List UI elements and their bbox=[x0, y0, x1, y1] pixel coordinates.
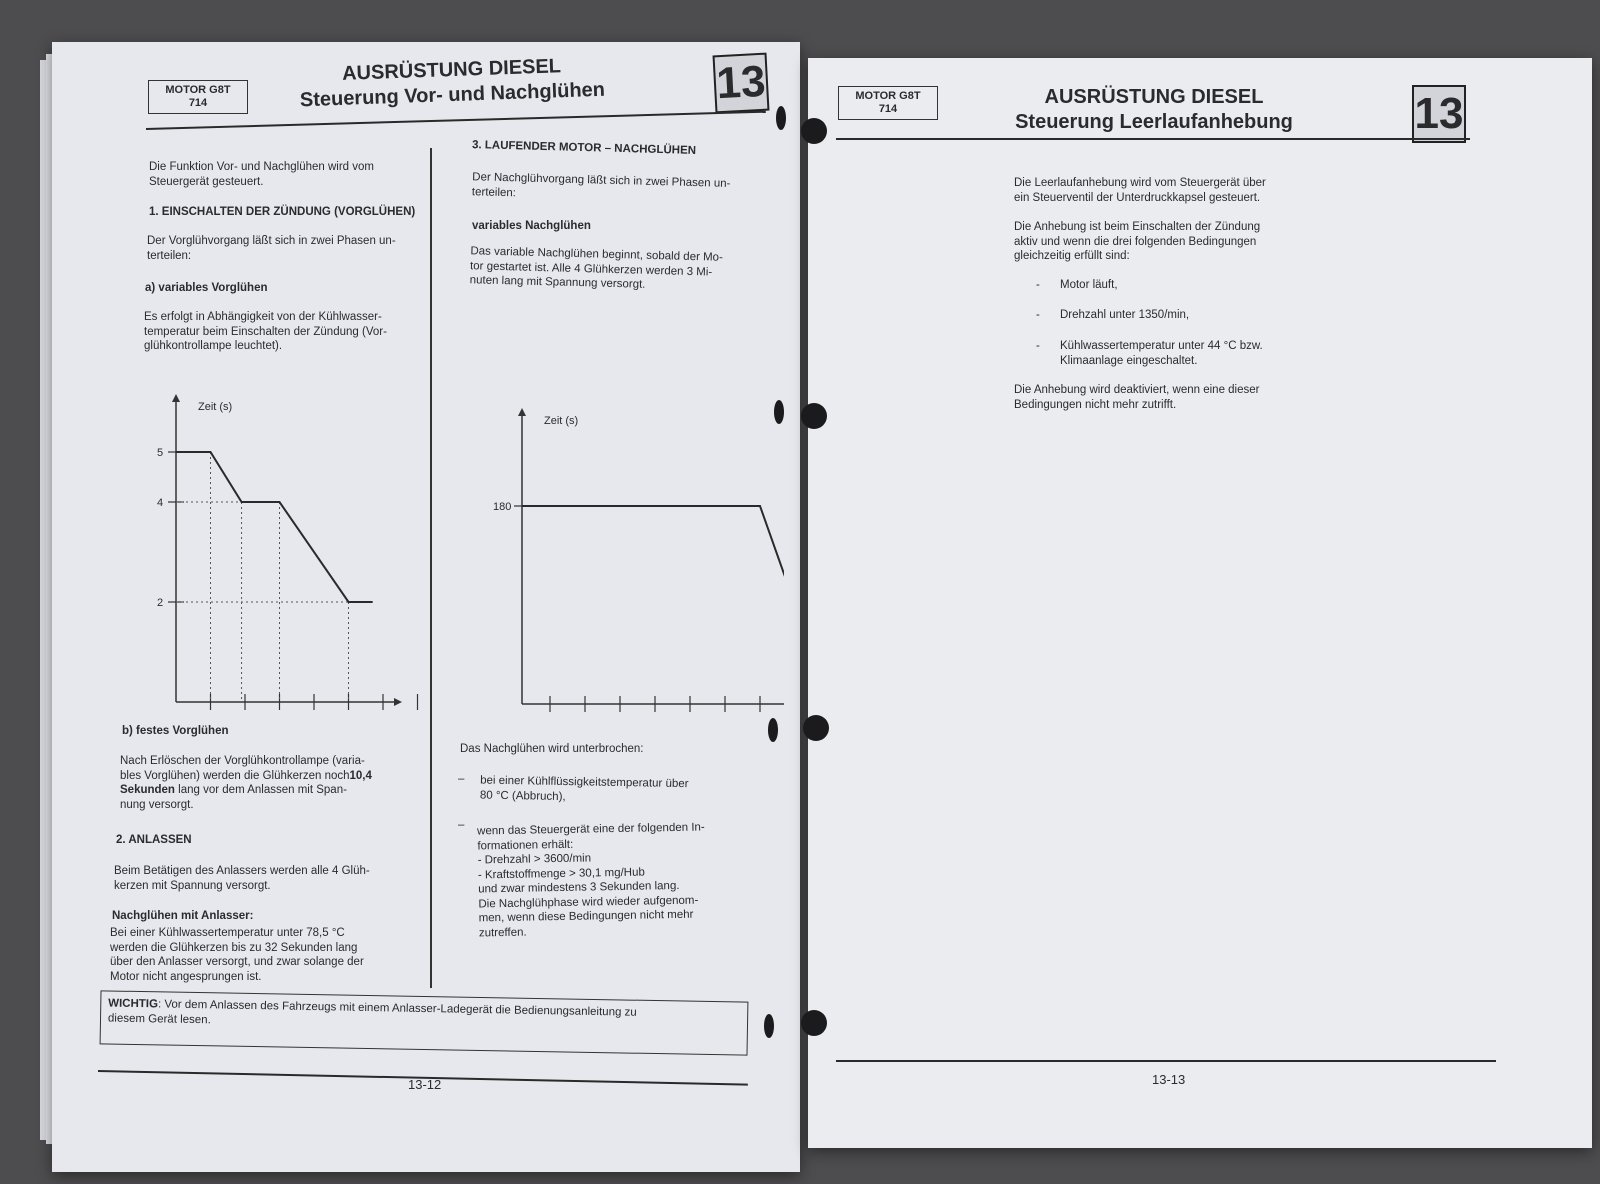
engine-code-box bbox=[838, 86, 938, 120]
binder-hole bbox=[801, 118, 827, 144]
page-number: 13-13 bbox=[1152, 1072, 1186, 1087]
title-line-1: AUSRÜSTUNG DIESEL bbox=[1044, 86, 1264, 108]
bullet-steuergeraet: wenn das Steuergerät eine der folgenden In- formationen erhält: - Drehzahl > 3600/min - Kraftstoffmenge > 30,1 mg/Hub und zwar mindestens 3 Sekunden lang. Die Nachglühphase wird wieder aufgenom- men, wenn diese Bedingungen nicht mehr zutreffen. bbox=[477, 821, 705, 939]
x-axis-label bbox=[750, 717, 784, 718]
title-line-2: Steuerung Leerlaufanhebung bbox=[1015, 111, 1293, 133]
y-axis-label: Zeit (s) bbox=[198, 401, 233, 413]
leerlauf-intro-text: Die Leerlaufanhebung wird vom Steuergerät über ein Steuerventil der Unterdruckkapsel gesteuert. bbox=[1014, 177, 1266, 204]
y-tick-label: 5 bbox=[157, 447, 164, 459]
binder-hole bbox=[801, 403, 827, 429]
condition-drehzahl: Drehzahl unter 1350/min, bbox=[1060, 309, 1190, 321]
bullet-dash-1: – bbox=[458, 773, 465, 785]
intro-text: Die Funktion Vor- und Nachglühen wird vom Steuergerät gesteuert. bbox=[149, 161, 375, 188]
condition-dash: - bbox=[1036, 309, 1040, 321]
page-number: 13-12 bbox=[408, 1077, 442, 1092]
y-tick-label: 180 bbox=[493, 501, 512, 513]
deaktiviert-text: Die Anhebung wird deaktiviert, wenn eine dieser Bedingungen nicht mehr zutrifft. bbox=[1014, 384, 1260, 411]
heading-festes-vorgluehen: b) festes Vorglühen bbox=[122, 725, 229, 737]
y-tick-label: 2 bbox=[157, 597, 164, 609]
binder-hole bbox=[803, 715, 829, 741]
x-tick-label bbox=[684, 717, 696, 718]
bullet-dash-2: – bbox=[458, 819, 465, 831]
engine-code-number: 714 bbox=[188, 97, 208, 109]
bullet-temperature: bei einer Kühlflüssigkeitstemperatur über 80 °C (Abbruch), bbox=[479, 774, 689, 803]
y-axis-arrow bbox=[518, 408, 526, 416]
header-rule bbox=[836, 138, 1470, 140]
series-line bbox=[522, 506, 784, 704]
binder-hole bbox=[801, 1010, 827, 1036]
nachgluehen-chart bbox=[444, 358, 784, 718]
heading-laufender-motor: 3. LAUFENDER MOTOR – NACHGLÜHEN bbox=[471, 139, 697, 157]
page-title bbox=[271, 52, 633, 115]
warning-label: WICHTIG bbox=[108, 997, 159, 1011]
binder-hole-notch bbox=[764, 1014, 774, 1038]
nachgluehen-anlasser-text: Bei einer Kühlwassertemperatur unter 78,5 °C werden die Glühkerzen bis zu 32 Sekunden lang über den Anlasser versorgt, und zwar solange der Motor nicht angesprungen ist. bbox=[110, 927, 364, 983]
x-tick-label bbox=[614, 717, 626, 718]
nachgluehen-phasen-text: Der Nachglühvorgang läßt sich in zwei Phasen un- terteilen: bbox=[471, 171, 731, 199]
binder-hole-notch bbox=[768, 718, 778, 742]
section-number: 13 bbox=[713, 53, 770, 114]
series-line bbox=[176, 452, 373, 602]
festes-text-1: Nach Erlöschen der Vorglühkontrollampe (varia- bles Vorglühen) werden die Glühkerzen noch bbox=[120, 755, 365, 782]
right-page bbox=[808, 58, 1592, 1148]
binder-hole-notch bbox=[774, 400, 784, 424]
variables-vorgluehen-text: Es erfolgt in Abhängigkeit von der Kühlwasser- temperatur beim Einschalten der Zündung (Vor- glühkontrollampe leuchtet). bbox=[144, 311, 387, 352]
page-title bbox=[984, 85, 1324, 135]
anhebung-text: Die Anhebung ist beim Einschalten der Zündung aktiv und wenn die drei folgenden Bedingungen gleichzeitig erfüllt sind: bbox=[1014, 221, 1261, 262]
section-number: 13 bbox=[1412, 85, 1466, 143]
condition-dash: - bbox=[1036, 279, 1040, 291]
variables-nachgluehen-text: Das variable Nachglühen beginnt, sobald der Mo- tor gestartet ist. Alle 4 Glühkerzen werden 3 Mi- nuten lang mit Spannung versorgt. bbox=[469, 245, 724, 291]
x-axis-arrow bbox=[394, 698, 402, 706]
engine-code-box bbox=[148, 80, 248, 114]
engine-code-number: 714 bbox=[878, 103, 898, 115]
condition-dash: - bbox=[1036, 340, 1040, 352]
y-axis-label: Zeit (s) bbox=[544, 415, 579, 427]
engine-code: MOTOR G8T bbox=[855, 90, 921, 102]
y-tick-label: 4 bbox=[157, 497, 164, 509]
festes-text-bold: 10,4 Sekunden bbox=[120, 769, 372, 796]
left-page bbox=[52, 42, 800, 1172]
binder-hole-notch bbox=[776, 106, 786, 130]
condition-motor: Motor läuft, bbox=[1060, 279, 1118, 291]
warning-body: : Vor dem Anlassen des Fahrzeugs mit einem Anlasser-Ladegerät die Bedienungsanleitung zu diesem Gerät lesen. bbox=[107, 998, 637, 1026]
festes-vorgluehen-text bbox=[120, 754, 410, 812]
title-line-1: AUSRÜSTUNG DIESEL bbox=[341, 55, 562, 85]
heading-variables-nachgluehen: variables Nachglühen bbox=[472, 220, 591, 232]
column-divider bbox=[430, 148, 432, 988]
condition-kuehlwasser: Kühlwassertemperatur unter 44 °C bzw. Klimaanlage eingeschaltet. bbox=[1060, 340, 1263, 367]
footer-rule bbox=[836, 1060, 1496, 1062]
heading-variables-vorgluehen: a) variables Vorglühen bbox=[145, 282, 268, 294]
y-axis-arrow bbox=[172, 394, 180, 402]
vorgluehen-text: Der Vorglühvorgang läßt sich in zwei Phasen un- terteilen: bbox=[147, 235, 396, 262]
anlassen-text: Beim Betätigen des Anlassers werden alle 4 Glüh- kerzen mit Spannung versorgt. bbox=[114, 865, 370, 892]
heading-nachgluehen-anlasser: Nachglühen mit Anlasser: bbox=[112, 910, 254, 922]
title-line-2: Steuerung Vor- und Nachglühen bbox=[299, 78, 606, 112]
engine-code: MOTOR G8T bbox=[165, 84, 231, 96]
x-tick-label bbox=[544, 717, 550, 718]
festes-text-2: lang vor dem Anlassen mit Span- nung versorgt. bbox=[120, 784, 347, 811]
heading-einschalten: 1. EINSCHALTEN DER ZÜNDUNG (VORGLÜHEN) bbox=[149, 206, 416, 218]
heading-anlassen: 2. ANLASSEN bbox=[116, 834, 192, 846]
unterbrochen-text: Das Nachglühen wird unterbrochen: bbox=[460, 743, 644, 755]
vorgluehen-chart bbox=[100, 362, 440, 712]
